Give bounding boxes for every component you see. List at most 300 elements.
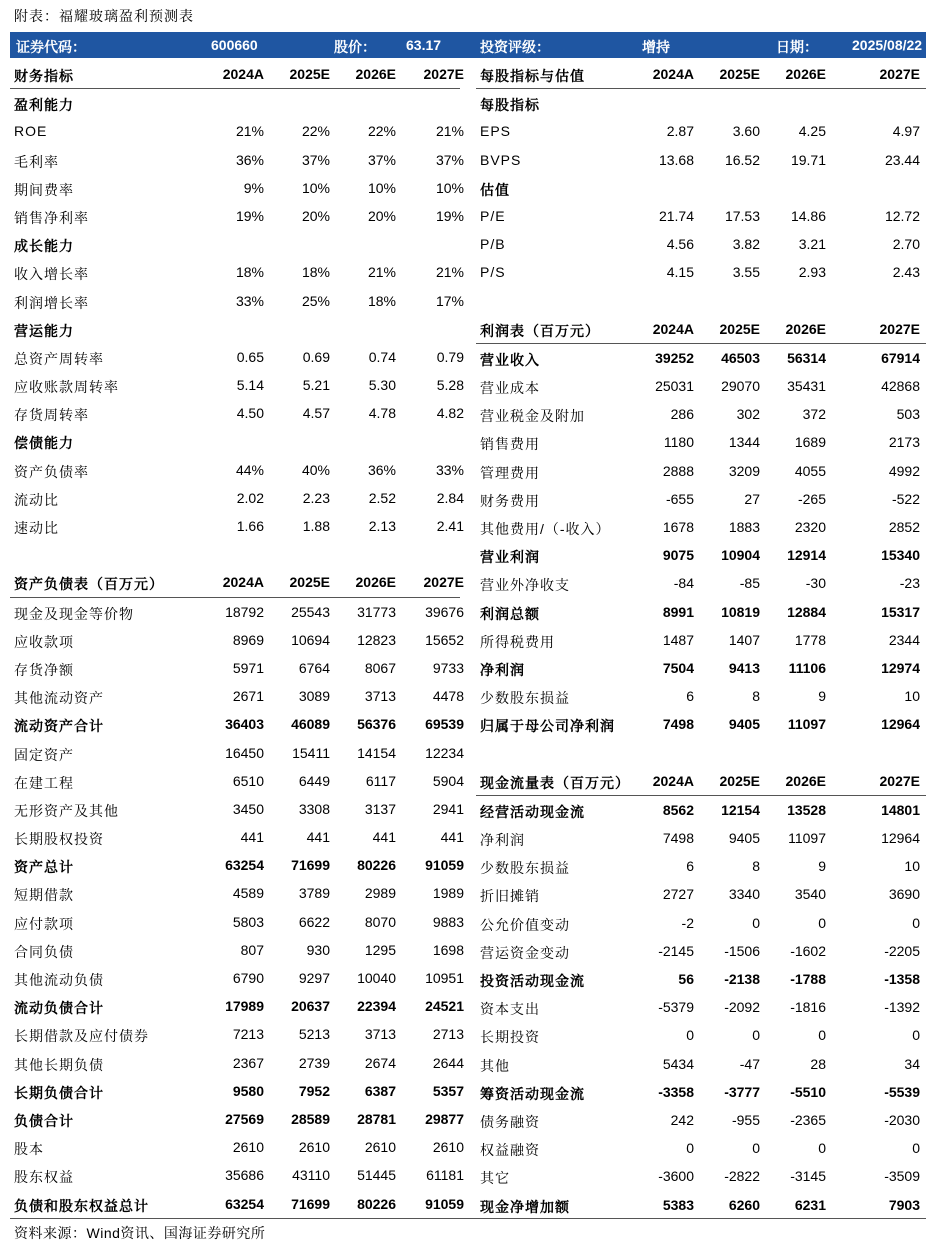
table-row bbox=[10, 117, 464, 145]
table-row bbox=[10, 710, 464, 738]
table-row bbox=[476, 626, 926, 654]
cell-value: 2025E bbox=[289, 66, 330, 82]
cell-value: 2610 bbox=[364, 1139, 396, 1156]
cell-value: 14801 bbox=[881, 801, 920, 818]
cell-value: 5213 bbox=[298, 1026, 330, 1043]
row-label: 净利润 bbox=[480, 661, 525, 678]
cell-value: -3509 bbox=[884, 1168, 920, 1185]
table-row bbox=[476, 569, 926, 597]
cell-value: 8070 bbox=[364, 913, 396, 930]
row-label: 速动比 bbox=[14, 520, 59, 536]
cell-value: 2027E bbox=[879, 772, 920, 789]
cell-value: 2.93 bbox=[798, 264, 826, 281]
cell-value: 7498 bbox=[662, 716, 694, 733]
row-label: EPS bbox=[480, 123, 512, 140]
table-row bbox=[476, 1162, 926, 1190]
cell-value: -5510 bbox=[790, 1083, 826, 1100]
cell-value: 63254 bbox=[225, 857, 264, 874]
cell-value: 3.55 bbox=[732, 264, 760, 281]
cell-value: 4.25 bbox=[798, 123, 826, 140]
cell-value: 2026E bbox=[785, 320, 826, 337]
cell-value: 5357 bbox=[432, 1082, 464, 1099]
row-label: 营业成本 bbox=[480, 380, 540, 397]
cell-value: 2674 bbox=[364, 1054, 396, 1071]
cell-value: 10694 bbox=[291, 631, 330, 648]
cell-value: 21% bbox=[435, 123, 464, 140]
cell-value: 4.15 bbox=[666, 264, 694, 281]
cell-value: 15652 bbox=[425, 631, 464, 648]
stock-code-label: 证券代码： bbox=[16, 39, 86, 55]
cell-value: 19% bbox=[235, 207, 264, 224]
cell-value: 46089 bbox=[291, 716, 330, 733]
cell-value: 1689 bbox=[794, 434, 826, 451]
cell-value: 21% bbox=[435, 264, 464, 281]
table-row bbox=[476, 513, 926, 541]
date-value: 2025/08/22 bbox=[852, 37, 923, 53]
row-label: 合同负债 bbox=[14, 943, 74, 960]
cell-value: -30 bbox=[805, 575, 826, 592]
cell-value: 15317 bbox=[881, 603, 920, 620]
row-label: 流动比 bbox=[14, 491, 59, 508]
row-label: 营运资金变动 bbox=[480, 944, 570, 961]
table-row bbox=[10, 1190, 464, 1218]
table-row bbox=[476, 880, 926, 908]
cell-value: 2025E bbox=[719, 66, 760, 82]
table-row bbox=[476, 852, 926, 880]
cell-value: 3690 bbox=[888, 886, 920, 903]
cell-value: 4055 bbox=[794, 462, 826, 479]
row-label: 资产总计 bbox=[14, 859, 74, 876]
section-row bbox=[10, 427, 460, 455]
cell-value: 43110 bbox=[292, 1167, 330, 1184]
table-header-row bbox=[10, 568, 464, 597]
cell-value: 2027E bbox=[879, 66, 920, 82]
cell-value: 9405 bbox=[728, 716, 760, 733]
cell-value: 11097 bbox=[787, 716, 826, 733]
cell-value: 4.50 bbox=[236, 405, 264, 422]
cell-value: -1602 bbox=[790, 942, 826, 959]
row-label: 投资活动现金流 bbox=[480, 973, 585, 989]
cell-value: 2852 bbox=[888, 519, 920, 535]
table-row bbox=[10, 682, 464, 710]
cell-value: 13528 bbox=[787, 801, 826, 818]
row-label: 营业税金及附加 bbox=[480, 408, 585, 425]
cell-value: 22394 bbox=[357, 998, 396, 1015]
stock-code-value: 600660 bbox=[211, 37, 258, 53]
cell-value: -23 bbox=[899, 575, 920, 592]
cell-value: 8969 bbox=[232, 631, 264, 648]
table-row bbox=[476, 428, 926, 456]
cell-value: -2092 bbox=[724, 999, 760, 1016]
cell-value: 2.84 bbox=[436, 489, 464, 506]
row-label: 资本支出 bbox=[480, 1001, 540, 1018]
cell-value: -1788 bbox=[790, 971, 826, 987]
cell-value: 2888 bbox=[662, 462, 694, 479]
row-label: 其他流动资产 bbox=[14, 690, 104, 707]
cell-value: 8991 bbox=[662, 603, 694, 620]
cell-value: 6510 bbox=[232, 772, 264, 789]
row-label: 长期负债合计 bbox=[14, 1084, 104, 1101]
cell-value: 302 bbox=[736, 406, 760, 423]
cell-value: 28 bbox=[810, 1055, 826, 1072]
row-label: 销售费用 bbox=[480, 436, 540, 453]
cell-value: 0 bbox=[912, 914, 920, 931]
cell-value: 10904 bbox=[721, 547, 760, 564]
cell-value: 18% bbox=[367, 292, 396, 309]
row-label: 长期投资 bbox=[480, 1029, 540, 1046]
cell-value: 1487 bbox=[662, 631, 694, 648]
cell-value: 0.65 bbox=[236, 348, 264, 365]
cell-value: 5.14 bbox=[236, 377, 264, 394]
table-row bbox=[476, 824, 926, 852]
cell-value: 930 bbox=[306, 941, 330, 958]
cell-value: 29070 bbox=[721, 378, 760, 395]
cell-value: 18792 bbox=[225, 603, 264, 620]
cell-value: 3089 bbox=[298, 688, 330, 705]
row-label: 少数股东损益 bbox=[480, 860, 570, 877]
cell-value: -2138 bbox=[724, 971, 760, 987]
table-row bbox=[476, 344, 926, 372]
cell-value: 4478 bbox=[432, 688, 464, 705]
cell-value: 12884 bbox=[787, 603, 826, 620]
cell-value: 4.57 bbox=[302, 405, 330, 422]
row-label: 短期借款 bbox=[14, 887, 74, 904]
cell-value: 10 bbox=[904, 688, 920, 705]
section-row bbox=[10, 230, 460, 258]
row-label: 其他流动负债 bbox=[14, 972, 104, 988]
cell-value: 9297 bbox=[298, 970, 330, 986]
table-row bbox=[10, 371, 464, 399]
cell-value: 24521 bbox=[425, 998, 464, 1015]
cell-value: 10951 bbox=[425, 970, 464, 986]
cell-value: 36% bbox=[235, 151, 264, 168]
cell-value: 7952 bbox=[298, 1082, 330, 1099]
cell-value: 3209 bbox=[728, 462, 760, 479]
table-row bbox=[10, 1049, 464, 1077]
cell-value: 2.43 bbox=[892, 264, 920, 281]
cell-value: 0 bbox=[912, 1140, 920, 1157]
cell-value: 1180 bbox=[663, 434, 694, 451]
cell-value: 11106 bbox=[788, 659, 826, 676]
cell-value: 0 bbox=[912, 1027, 920, 1044]
row-label: 其他长期负债 bbox=[14, 1056, 104, 1073]
cell-value: -955 bbox=[731, 1111, 760, 1128]
cell-value: 19.71 bbox=[790, 151, 826, 168]
cell-value: 34 bbox=[904, 1055, 920, 1072]
cell-value: 3340 bbox=[728, 886, 760, 903]
table-row bbox=[10, 1133, 464, 1161]
cell-value: 33% bbox=[235, 292, 264, 309]
cell-value: 10% bbox=[367, 179, 396, 196]
row-label: 总资产周转率 bbox=[14, 350, 104, 367]
cell-value: -2145 bbox=[658, 942, 694, 959]
table-row bbox=[10, 1105, 464, 1133]
cell-value: 44% bbox=[235, 461, 264, 478]
table-row bbox=[10, 1077, 464, 1105]
cell-value: 5.21 bbox=[302, 377, 330, 394]
row-label: 应收款项 bbox=[14, 633, 74, 650]
table-row bbox=[476, 1134, 926, 1162]
table-row bbox=[10, 512, 464, 540]
cell-value: 7498 bbox=[662, 830, 694, 847]
cell-value: 22% bbox=[301, 123, 330, 140]
cell-value: 4.82 bbox=[436, 405, 464, 422]
table-row bbox=[10, 851, 464, 879]
table-row bbox=[10, 174, 464, 202]
cell-value: 71699 bbox=[291, 857, 330, 874]
table-row bbox=[476, 117, 926, 145]
cell-value: 9075 bbox=[662, 547, 694, 564]
row-label: 固定资产 bbox=[14, 746, 74, 763]
spacer-row bbox=[476, 739, 926, 767]
cell-value: 21.74 bbox=[658, 207, 694, 224]
section-row bbox=[10, 89, 460, 117]
cell-value: 17989 bbox=[225, 998, 264, 1015]
cell-value: -2822 bbox=[724, 1168, 760, 1185]
cell-value: 91059 bbox=[425, 1195, 464, 1212]
table-row bbox=[476, 937, 926, 965]
price-label: 股价： bbox=[334, 39, 376, 55]
row-label: 资产负债率 bbox=[14, 463, 89, 480]
cell-value: 0 bbox=[818, 1027, 826, 1044]
cell-value: 5434 bbox=[662, 1055, 694, 1072]
cell-value: 80226 bbox=[357, 857, 396, 874]
cell-value: 2026E bbox=[785, 772, 826, 789]
cell-value: 56376 bbox=[357, 716, 396, 733]
cell-value: -1816 bbox=[790, 999, 826, 1016]
table-row bbox=[476, 146, 926, 174]
cell-value: 17% bbox=[435, 292, 464, 309]
cell-value: 5904 bbox=[432, 772, 464, 789]
cell-value: 6231 bbox=[794, 1196, 826, 1213]
row-label: 其他费用/（-收入） bbox=[480, 521, 611, 537]
cell-value: 3308 bbox=[298, 800, 330, 817]
table-row bbox=[476, 457, 926, 485]
cell-value: 1295 bbox=[364, 941, 396, 958]
row-label: 营业收入 bbox=[480, 351, 540, 368]
cell-value: 10819 bbox=[721, 603, 760, 620]
cell-value: 35686 bbox=[225, 1167, 264, 1184]
row-label: 营业利润 bbox=[480, 549, 540, 566]
cell-value: -2030 bbox=[884, 1111, 920, 1128]
table-row bbox=[476, 598, 926, 626]
cell-value: 2.02 bbox=[236, 489, 264, 506]
row-label: 销售净利率 bbox=[14, 209, 89, 226]
cell-value: -522 bbox=[891, 490, 920, 507]
cell-value: 2024A bbox=[222, 66, 264, 82]
table-row bbox=[10, 795, 464, 823]
table-row bbox=[476, 1078, 926, 1106]
cell-value: 0 bbox=[752, 914, 760, 931]
row-label: 资产负债表（百万元） bbox=[14, 576, 164, 593]
cell-value: -655 bbox=[665, 490, 694, 507]
spacer-row bbox=[476, 287, 926, 315]
cell-value: 2027E bbox=[879, 320, 920, 337]
cell-value: 441 bbox=[440, 829, 464, 846]
table-row bbox=[476, 541, 926, 569]
row-label: 每股指标 bbox=[480, 97, 540, 114]
right-table bbox=[476, 60, 926, 1219]
cell-value: 67914 bbox=[881, 349, 920, 366]
cell-value: 9413 bbox=[728, 659, 760, 676]
cell-value: 33% bbox=[435, 461, 464, 478]
cell-value: 4992 bbox=[888, 462, 920, 479]
table-row bbox=[10, 1161, 464, 1189]
cell-value: -3358 bbox=[658, 1083, 694, 1100]
cell-value: 7903 bbox=[888, 1196, 920, 1213]
table-row bbox=[10, 992, 464, 1020]
cell-value: 1698 bbox=[432, 941, 464, 958]
cell-value: 31773 bbox=[357, 603, 396, 620]
table-row bbox=[476, 485, 926, 513]
table-header-row bbox=[10, 60, 464, 89]
cell-value: 4.97 bbox=[892, 123, 920, 140]
cell-value: 3450 bbox=[232, 800, 264, 817]
cell-value: 2610 bbox=[232, 1139, 264, 1156]
cell-value: -3777 bbox=[724, 1083, 760, 1100]
cell-value: 242 bbox=[670, 1111, 694, 1128]
cell-value: 2024A bbox=[652, 320, 694, 337]
cell-value: 2610 bbox=[298, 1139, 330, 1156]
cell-value: 12914 bbox=[787, 547, 826, 564]
cell-value: 2027E bbox=[423, 66, 464, 82]
cell-value: 36% bbox=[367, 461, 396, 478]
row-label: 筹资活动现金流 bbox=[480, 1085, 585, 1102]
cell-value: 3.21 bbox=[798, 236, 826, 253]
cell-value: 2941 bbox=[432, 800, 464, 817]
cell-value: 40% bbox=[301, 461, 330, 478]
table-row bbox=[476, 654, 926, 682]
cell-value: 14154 bbox=[357, 744, 396, 761]
cell-value: 503 bbox=[896, 406, 920, 423]
row-label: 公允价值变动 bbox=[480, 916, 570, 933]
cell-value: 8 bbox=[752, 858, 760, 875]
bottom-divider bbox=[10, 1218, 926, 1219]
cell-value: 15411 bbox=[292, 744, 330, 761]
table-row bbox=[476, 1106, 926, 1134]
table-row bbox=[10, 767, 464, 795]
cell-value: 3.60 bbox=[732, 123, 760, 140]
cell-value: 8562 bbox=[662, 801, 694, 818]
cell-value: 2.70 bbox=[892, 236, 920, 253]
cell-value: 6260 bbox=[728, 1196, 760, 1213]
cell-value: 13.68 bbox=[658, 151, 694, 168]
cell-value: 2739 bbox=[298, 1054, 330, 1071]
table-header-row bbox=[476, 60, 926, 89]
cell-value: 19% bbox=[435, 207, 464, 224]
cell-value: 91059 bbox=[425, 857, 464, 874]
cell-value: 0 bbox=[752, 1140, 760, 1157]
table-row bbox=[476, 796, 926, 824]
table-row bbox=[476, 682, 926, 710]
rating-value: 增持 bbox=[642, 39, 670, 55]
table-row bbox=[10, 936, 464, 964]
cell-value: 35431 bbox=[787, 378, 826, 395]
row-label: 财务费用 bbox=[480, 492, 540, 509]
row-label: 折旧摊销 bbox=[480, 888, 540, 905]
table-row bbox=[10, 202, 464, 230]
cell-value: 1407 bbox=[728, 631, 760, 648]
table-row bbox=[476, 230, 926, 258]
table-header-row bbox=[476, 767, 926, 796]
cell-value: 1.66 bbox=[236, 518, 264, 534]
cell-value: 12.72 bbox=[884, 207, 920, 224]
row-label: 存货周转率 bbox=[14, 407, 89, 424]
cell-value: 25031 bbox=[655, 378, 694, 395]
cell-value: 6 bbox=[686, 858, 694, 875]
row-label: P/B bbox=[480, 236, 506, 253]
row-label: 估值 bbox=[480, 181, 510, 198]
table-row bbox=[10, 908, 464, 936]
cell-value: 23.44 bbox=[884, 151, 920, 168]
row-label: 在建工程 bbox=[14, 774, 74, 791]
cell-value: 2.13 bbox=[368, 518, 396, 534]
rating-label: 投资评级： bbox=[480, 39, 550, 55]
cell-value: 441 bbox=[306, 829, 330, 846]
table-row bbox=[476, 258, 926, 286]
cell-value: 56314 bbox=[787, 349, 826, 366]
cell-value: 1344 bbox=[728, 434, 760, 451]
row-label: 权益融资 bbox=[480, 1142, 540, 1159]
row-label: 其它 bbox=[480, 1170, 510, 1187]
cell-value: 0 bbox=[818, 1140, 826, 1157]
table-row bbox=[10, 146, 464, 174]
cell-value: -5379 bbox=[658, 999, 694, 1016]
table-row bbox=[10, 456, 464, 484]
cell-value: 25% bbox=[301, 292, 330, 309]
cell-value: 372 bbox=[802, 406, 826, 423]
table-caption: 附表：福耀玻璃盈利预测表 bbox=[14, 8, 194, 24]
cell-value: 10% bbox=[435, 179, 464, 196]
cell-value: 1.88 bbox=[302, 518, 330, 534]
row-label: P/S bbox=[480, 264, 506, 281]
cell-value: 9580 bbox=[232, 1082, 264, 1099]
cell-value: -2205 bbox=[884, 942, 920, 959]
cell-value: 2367 bbox=[232, 1054, 264, 1071]
cell-value: 2320 bbox=[794, 519, 826, 535]
cell-value: 7504 bbox=[662, 659, 694, 676]
cell-value: 1989 bbox=[432, 885, 464, 902]
table-row bbox=[10, 343, 464, 371]
cell-value: 61181 bbox=[426, 1167, 464, 1184]
row-label: 股本 bbox=[14, 1141, 44, 1158]
cell-value: 2026E bbox=[785, 66, 826, 82]
cell-value: 6764 bbox=[298, 659, 330, 676]
cell-value: 0.74 bbox=[368, 348, 396, 365]
cell-value: 18% bbox=[235, 264, 264, 281]
table-row bbox=[10, 598, 464, 626]
cell-value: -5539 bbox=[884, 1083, 920, 1100]
table-row bbox=[476, 965, 926, 993]
table-row bbox=[10, 626, 464, 654]
row-label: 长期股权投资 bbox=[14, 831, 104, 848]
row-label: 现金净增加额 bbox=[480, 1198, 570, 1215]
cell-value: 16.52 bbox=[724, 151, 760, 168]
row-label: 所得税费用 bbox=[480, 633, 555, 650]
cell-value: 25543 bbox=[291, 603, 330, 620]
cell-value: 56 bbox=[678, 971, 694, 987]
cell-value: 37% bbox=[301, 151, 330, 168]
cell-value: 2.87 bbox=[666, 123, 694, 140]
row-label: 股东权益 bbox=[14, 1169, 74, 1186]
table-row bbox=[476, 1191, 926, 1219]
cell-value: 5.30 bbox=[368, 377, 396, 394]
cell-value: 4589 bbox=[232, 885, 264, 902]
row-label: 现金流量表（百万元） bbox=[480, 774, 630, 791]
cell-value: 0 bbox=[818, 914, 826, 931]
cell-value: 2671 bbox=[232, 688, 264, 705]
section-row bbox=[476, 89, 926, 117]
